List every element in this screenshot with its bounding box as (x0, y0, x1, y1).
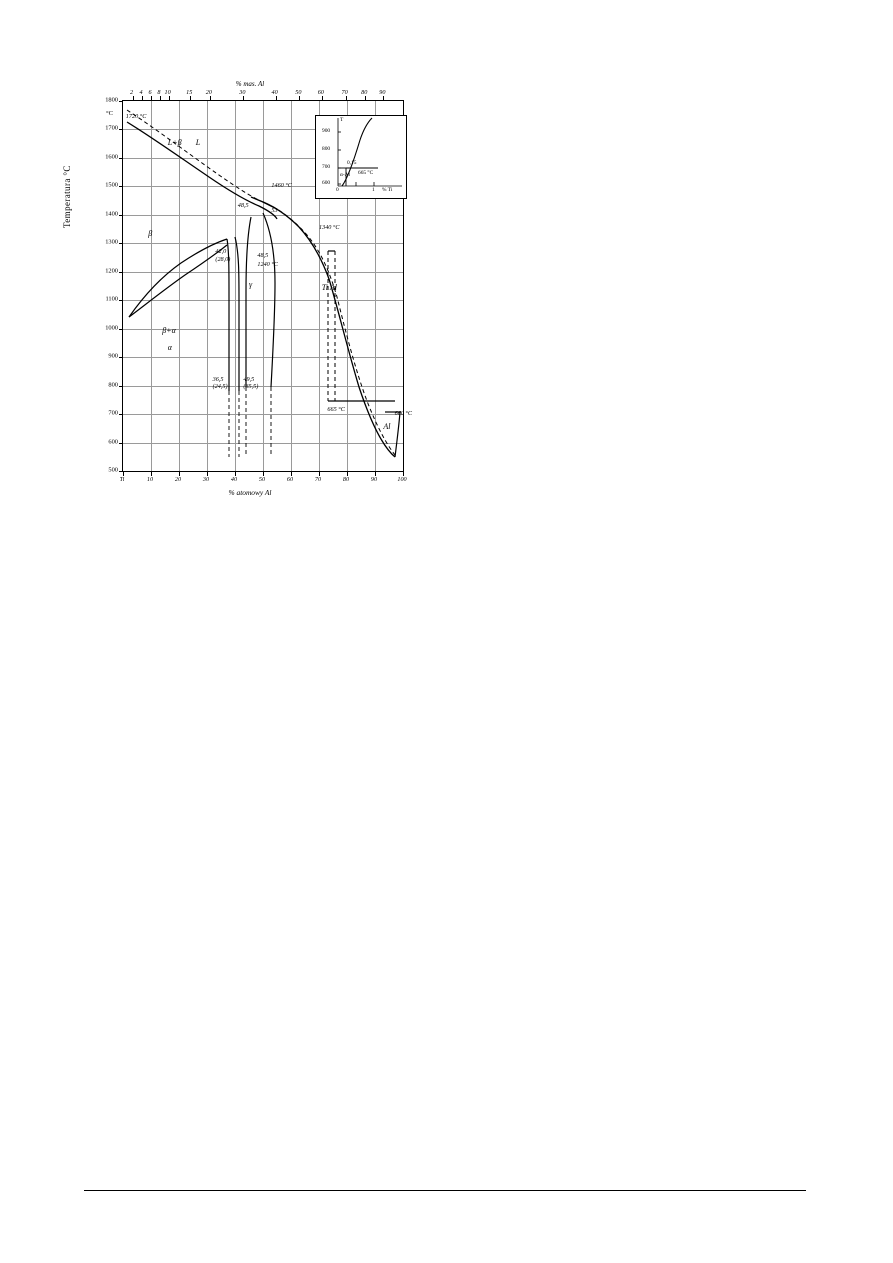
x-axis-tick (403, 471, 404, 476)
chart-annotation: 1720 °C (125, 112, 147, 120)
chart-annotation: (24,5) (212, 383, 228, 391)
inset-chart (315, 115, 407, 199)
top-tick-label: 20 (205, 89, 212, 96)
phase-label: β (148, 228, 153, 238)
inset-label: 665 °C (358, 170, 374, 176)
y-tick-label: 1700 (105, 124, 118, 132)
y-tick-label: 1400 (105, 210, 118, 218)
phase-label: β+α (162, 325, 176, 335)
top-tick-label: 90 (379, 89, 386, 96)
inset-label: α-Al (340, 172, 351, 178)
chart-annotation: 665 °C (327, 405, 345, 413)
x-tick-label: 70 (314, 476, 322, 483)
y-tick-label: 1200 (105, 267, 118, 275)
y-tick-label: 1600 (105, 153, 118, 161)
top-tick-label: 80 (361, 89, 368, 96)
chart-annotation: 1460 °C (271, 182, 292, 190)
chart-annotation: 49,5 (243, 375, 255, 383)
x-tick-label: 50 (258, 476, 266, 483)
chart-annotation: 1340 °C (319, 223, 340, 231)
top-tick-label: 30 (239, 89, 246, 96)
phase-diagram-figure (62, 78, 420, 498)
x-axis-title: % atomowy Al (228, 488, 272, 497)
inset-label: 700 (322, 164, 331, 170)
x-axis-tick (319, 471, 320, 476)
inset-label: T (340, 117, 344, 123)
footer-rule (84, 1190, 806, 1191)
chart-annotation: 48,5 (257, 252, 269, 260)
plot-area (122, 100, 413, 472)
x-tick-label: 90 (370, 476, 378, 483)
x-tick-label: 100 (397, 476, 407, 483)
top-tick-label: 8 (157, 89, 161, 96)
x-tick-label: 20 (174, 476, 182, 483)
chart-annotation: (35,5) (243, 383, 259, 391)
y-tick-label: 1500 (105, 181, 118, 189)
top-tick-label: 40 (271, 89, 278, 96)
chart-annotation: 53 (271, 206, 278, 214)
chart-annotation: 36,5 (212, 375, 224, 383)
top-tick-label: 4 (139, 89, 143, 96)
inset-label: 1 (372, 187, 375, 193)
chart-annotation: 48,5 (237, 202, 249, 210)
y-tick-label: 800 (108, 381, 118, 389)
x-axis-tick (263, 471, 264, 476)
x-axis-tick (347, 471, 348, 476)
inset-label: 800 (322, 146, 331, 152)
y-tick-label: 600 (108, 438, 118, 446)
phase-label: Ti Al (321, 282, 337, 292)
y-tick-label: 1300 (105, 238, 118, 246)
phase-label: α (167, 342, 172, 352)
inset-label: 0 (336, 187, 339, 193)
x-axis-tick (375, 471, 376, 476)
x-tick-label: Ti (119, 476, 125, 483)
inset-label: 600 (322, 180, 331, 186)
top-tick-label: 60 (317, 89, 324, 96)
phase-label: L (195, 137, 201, 147)
top-tick-label: 6 (148, 89, 152, 96)
top-axis-title: % mas. Al (235, 80, 265, 88)
x-tick-label: 40 (230, 476, 238, 483)
y-axis-title: Temperatura °C (62, 165, 72, 228)
y-tick-label: 1800 (105, 96, 118, 104)
x-tick-label: 60 (286, 476, 294, 483)
inset-label: 900 (322, 128, 331, 134)
top-tick-label: 2 (129, 89, 134, 96)
chart-annotation: (28,0) (215, 256, 231, 264)
chart-annotation: 42,0 (215, 247, 227, 255)
phase-label: γ (249, 280, 253, 289)
x-axis-tick (291, 471, 292, 476)
inset-label: % Ti (382, 187, 393, 193)
y-tick-label: 1000 (105, 324, 118, 332)
y-tick-label: 500 (108, 466, 118, 474)
top-tick-label: 10 (164, 89, 171, 96)
y-axis-tick (119, 471, 123, 472)
chart-annotation: 1240 °C (257, 260, 278, 268)
x-tick-label: 10 (146, 476, 154, 483)
x-axis-tick (179, 471, 180, 476)
x-axis-tick (123, 471, 124, 476)
y-tick-label: 700 (108, 409, 118, 417)
chart-annotation: 660 °C (394, 410, 413, 418)
y-tick-label: 900 (108, 352, 118, 360)
phase-label: Al (383, 422, 391, 432)
top-tick-label: 15 (186, 89, 193, 96)
x-axis-tick (235, 471, 236, 476)
x-axis-tick (207, 471, 208, 476)
top-tick-label: 50 (295, 89, 302, 96)
x-tick-label: 80 (342, 476, 350, 483)
x-tick-label: 30 (202, 476, 210, 483)
x-axis-tick (151, 471, 152, 476)
y-axis-unit: °C (106, 110, 114, 117)
phase-label: L+β (167, 137, 182, 147)
inset-label: 0,15 (347, 160, 357, 166)
y-tick-label: 1100 (105, 295, 118, 303)
top-tick-label: 70 (341, 89, 348, 96)
